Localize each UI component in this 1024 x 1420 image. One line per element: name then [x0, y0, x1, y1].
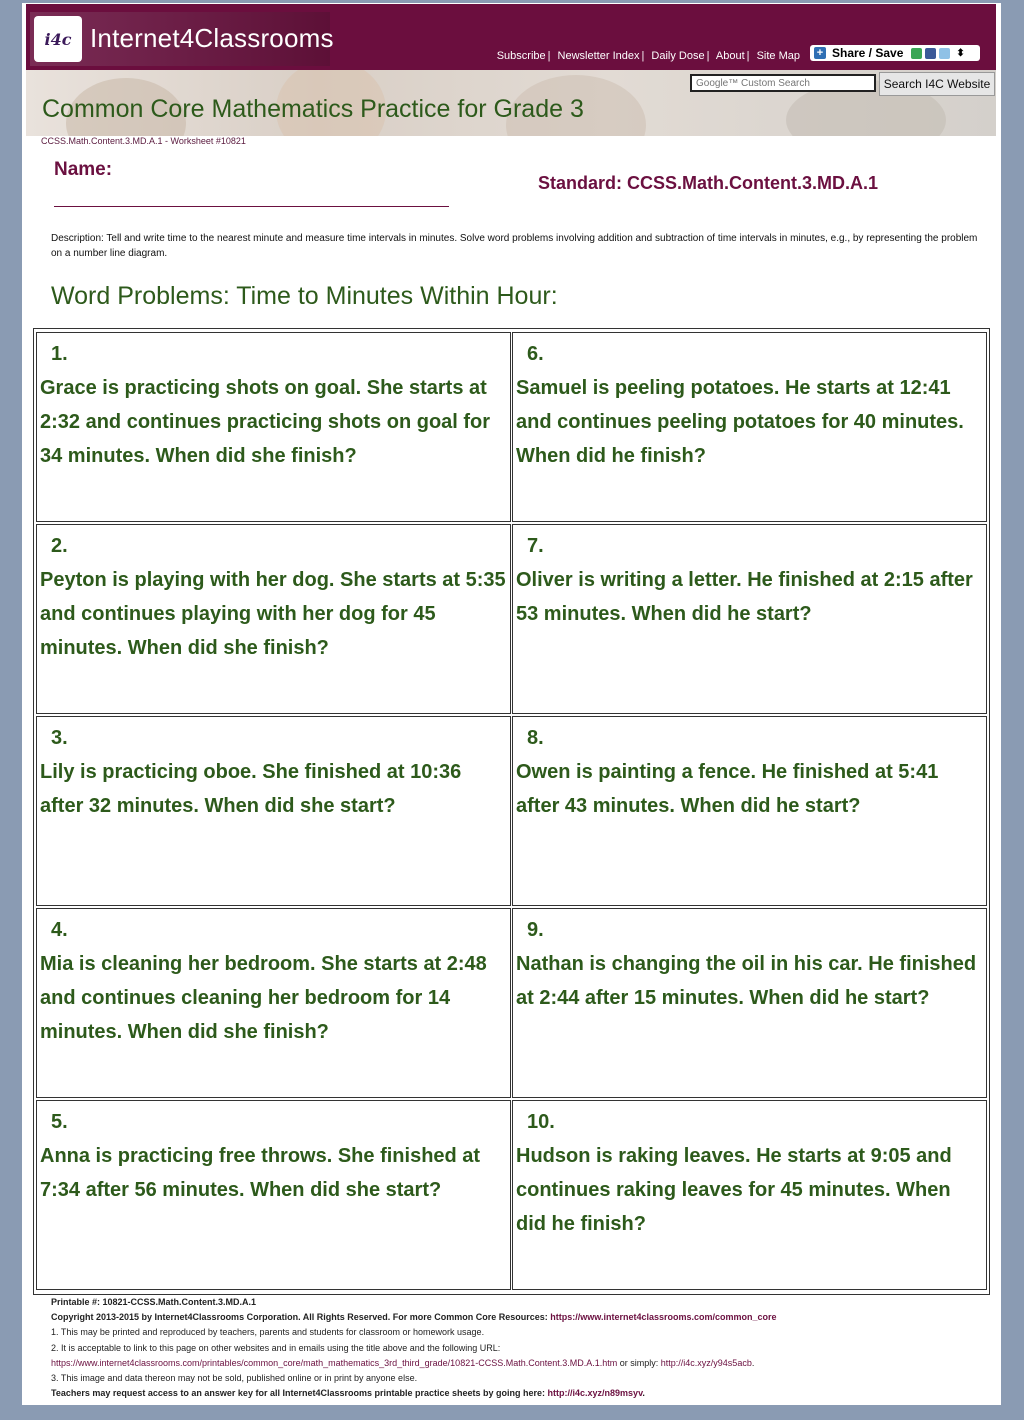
email-share-icon	[911, 48, 922, 59]
nav-daily-dose-link[interactable]: Daily Dose	[651, 50, 705, 62]
problem-text: Grace is practicing shots on goal. She starts at 2:32 and continues practicing shots on goal for 34 minutes. When did she finish?	[40, 377, 491, 467]
problem-number: 9.	[527, 919, 544, 941]
problem-number: 10.	[527, 1111, 555, 1133]
custom-search-input[interactable]	[690, 74, 876, 92]
page-title: Common Core Mathematics Practice for Grade 3	[42, 95, 584, 123]
problem-text: Oliver is writing a letter. He finished at 2:15 after 53 minutes. When did he start?	[516, 569, 973, 625]
nav-about-link[interactable]: About	[715, 50, 745, 62]
problem-number: 6.	[527, 343, 544, 365]
common-core-link[interactable]: https://www.internet4classrooms.com/common_core	[550, 1312, 777, 1323]
usage-note-2: 2. It is acceptable to link to this page on other websites and in emails using the title above and the following URL:	[51, 1342, 501, 1353]
top-nav: Subscribe | Newsletter Index | Daily Dose | About | Site Map	[496, 50, 800, 62]
worksheet-url-link[interactable]: https://www.internet4classrooms.com/printables/common_core/math_mathematics_3rd_third_grade/10821-CCSS.Math.Content.3.MD.A.1.htm	[51, 1357, 618, 1368]
problem-text: Anna is practicing free throws. She finished at 7:34 after 56 minutes. When did she start?	[40, 1145, 481, 1201]
site-logo[interactable]	[30, 12, 334, 66]
section-heading: Word Problems: Time to Minutes Within Hour:	[51, 282, 558, 310]
problem-text: Hudson is raking leaves. He starts at 9:05 and continues raking leaves for 45 minutes. When did he finish?	[516, 1145, 952, 1235]
problem-number: 7.	[527, 535, 544, 557]
logo-badge-icon: i4c	[34, 16, 82, 62]
page-footer	[51, 1295, 991, 1401]
problem-text: Samuel is peeling potatoes. He starts at 12:41 and continues peeling potatoes for 40 minutes. When did he finish?	[516, 377, 964, 467]
nav-newsletter-index-link[interactable]: Newsletter Index	[557, 50, 640, 62]
problem-text: Mia is cleaning her bedroom. She starts at 2:48 and continues cleaning her bedroom for 14 minutes. When did she finish?	[40, 953, 487, 1043]
plus-icon: +	[814, 47, 826, 59]
answer-key-link[interactable]: http://i4c.xyz/n89msyv	[547, 1388, 643, 1399]
problem-cell	[512, 1100, 987, 1290]
short-url-link[interactable]: http://i4c.xyz/y94s5acb	[660, 1357, 752, 1368]
printable-number: Printable #: 10821-CCSS.Math.Content.3.MD.A.1	[51, 1297, 257, 1307]
search-website-button[interactable]: Search I4C Website	[879, 72, 995, 96]
problem-number: 2.	[51, 535, 68, 557]
problem-cell	[512, 716, 987, 906]
problem-cell	[512, 524, 987, 714]
nav-subscribe-link[interactable]: Subscribe	[496, 50, 546, 62]
answer-key-notice: Teachers may request access to an answer key for all Internet4Classrooms printable practice sheets by going here: http://i4c.xyz/n89msyv.	[51, 1388, 645, 1399]
problem-text: Lily is practicing oboe. She finished at 10:36 after 32 minutes. When did she start?	[40, 761, 462, 817]
share-save-button[interactable]	[810, 45, 980, 61]
usage-note-1: 1. This may be printed and reproduced by teachers, parents and students for classroom or homework usage.	[51, 1327, 485, 1338]
worksheet-reference: CCSS.Math.Content.3.MD.A.1 - Worksheet #10821	[41, 136, 246, 146]
name-blank-line	[54, 206, 449, 207]
problem-cell	[512, 332, 987, 522]
problem-cell	[36, 332, 511, 522]
problem-cell	[512, 908, 987, 1098]
twitter-icon	[939, 48, 950, 59]
problem-cell	[36, 1100, 511, 1290]
worksheet-page	[22, 3, 1001, 1405]
problem-number: 8.	[527, 727, 544, 749]
problem-text: Peyton is playing with her dog. She starts at 5:35 and continues playing with her dog for 45 minutes. When did she finish?	[40, 569, 506, 659]
problem-cell	[36, 908, 511, 1098]
worksheet-description: Description: Tell and write time to the nearest minute and measure time intervals in minutes. Solve word problems involving addition and subtraction of time intervals in minutes, e.g., by representing the problem on a number line diagram.	[51, 233, 978, 259]
facebook-icon	[925, 48, 936, 59]
logo-text: Internet4Classrooms	[90, 23, 334, 53]
problem-number: 3.	[51, 727, 68, 749]
standard-label: Standard: CCSS.Math.Content.3.MD.A.1	[538, 173, 879, 193]
site-header	[26, 4, 996, 70]
problems-table	[33, 328, 990, 1295]
usage-note-2-urls: https://www.internet4classrooms.com/printables/common_core/math_mathematics_3rd_third_grade/10821-CCSS.Math.Content.3.MD.A.1.htm or simply: http://i4c.xyz/y94s5acb.	[51, 1357, 755, 1368]
problem-text: Nathan is changing the oil in his car. He finished at 2:44 after 15 minutes. When did he start?	[516, 953, 977, 1009]
problem-text: Owen is painting a fence. He finished at 5:41 after 43 minutes. When did he start?	[516, 761, 939, 817]
problem-number: 1.	[51, 343, 68, 365]
share-save-label: Share / Save	[832, 46, 904, 60]
dropdown-arrow-icon: ⬍	[956, 47, 965, 59]
nav-site-map-link[interactable]: Site Map	[756, 50, 800, 62]
problem-number: 4.	[51, 919, 68, 941]
problem-cell	[36, 716, 511, 906]
problem-cell	[36, 524, 511, 714]
name-label: Name:	[54, 159, 113, 180]
usage-note-3: 3. This image and data thereon may not be sold, published online or in print by anyone else.	[51, 1373, 418, 1384]
copyright-notice: Copyright 2013-2015 by Internet4Classrooms Corporation. All Rights Reserved. For more Common Core Resources: https://www.internet4classrooms.com/common_core	[51, 1312, 777, 1323]
problem-number: 5.	[51, 1111, 68, 1133]
